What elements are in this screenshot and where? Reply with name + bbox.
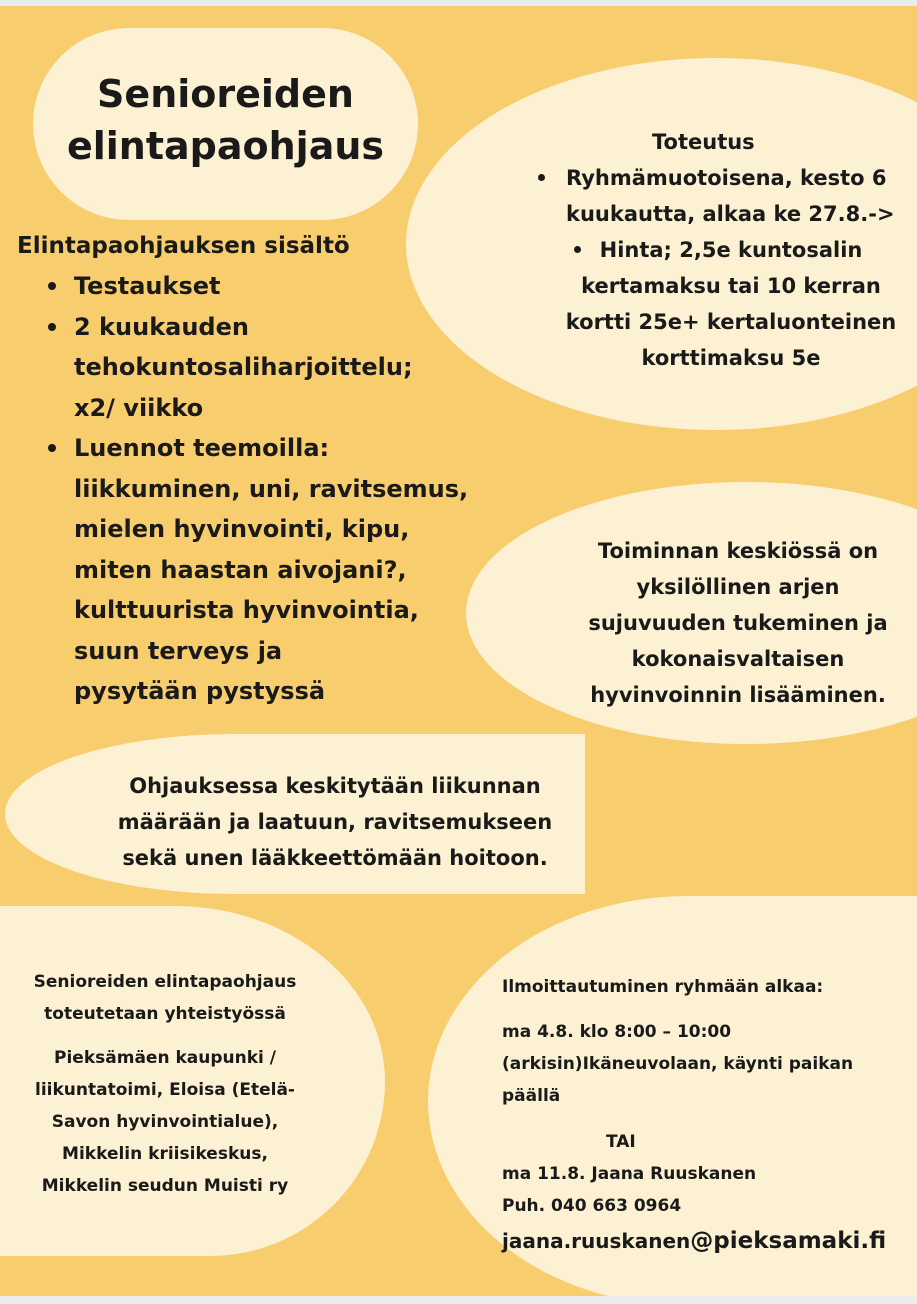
- text-line: toteutetaan yhteistyössä: [44, 1004, 286, 1024]
- text-line: määrään ja laatuun, ravitsemukseen: [117, 810, 553, 834]
- sisalto-item-kuntosali: [74, 307, 494, 429]
- text-line: sekä unen lääkkeettömään hoitoon.: [122, 846, 548, 870]
- text-line: ma 4.8. klo 8:00 – 10:00: [502, 1022, 732, 1042]
- text-line: liikuntatoimi, Eloisa (Etelä-: [35, 1080, 295, 1100]
- list-line: kertamaksu tai 10 kerran: [581, 274, 881, 298]
- option1-text: [502, 1016, 853, 1112]
- list-line: Ryhmämuotoisena, kesto 6: [566, 166, 887, 190]
- list-line: kuukautta, alkaa ke 27.8.->: [566, 202, 895, 226]
- phone-number: Puh. 040 663 0964: [502, 1196, 682, 1216]
- text-line: (arkisin)Ikäneuvolaan, käynti paikan: [502, 1054, 854, 1074]
- toteutus-item-kesto: [556, 160, 906, 232]
- poster-title: [33, 68, 418, 172]
- option2-text: [502, 1158, 756, 1222]
- yhteistyo-partners: [0, 1042, 330, 1202]
- list-line: miten haastan aivojani?,: [74, 555, 407, 584]
- list-line: tehokuntosaliharjoittelu;: [74, 353, 413, 381]
- title-line: Senioreiden: [97, 72, 354, 116]
- toteutus-item-hinta: [556, 232, 906, 376]
- contact-name: ma 11.8. Jaana Ruuskanen: [502, 1164, 757, 1184]
- yhteistyo-intro: [0, 966, 330, 1030]
- list-line: pysytään pystyssä: [74, 677, 326, 705]
- toiminnan-text: [548, 533, 917, 713]
- text-line: hyvinvoinnin lisääminen.: [590, 683, 886, 707]
- list-line: liikkuminen, uni, ravitsemus,: [74, 474, 469, 503]
- title-line: elintapaohjaus: [66, 124, 385, 168]
- list-line: kortti 25e+ kertaluonteinen: [565, 310, 897, 334]
- list-line: suun terveys ja: [74, 636, 283, 665]
- list-line: Hinta; 2,5e kuntosalin: [599, 238, 863, 262]
- email-user: jaana.ruuskanen: [502, 1229, 691, 1253]
- email-address: [502, 1224, 886, 1258]
- ilmoittautuminen-heading: Ilmoittautuminen ryhmään alkaa:: [502, 977, 824, 997]
- list-line: kulttuurista hyvinvointia,: [74, 596, 419, 624]
- toteutus-heading: Toteutus: [652, 130, 755, 154]
- list-line: Luennot teemoilla:: [74, 434, 330, 462]
- list-line: Testaukset: [74, 272, 221, 300]
- or-label: TAI: [606, 1132, 636, 1152]
- toteutus-list: [556, 160, 906, 376]
- text-line: sujuvuuden tukeminen ja: [588, 611, 888, 635]
- text-line: Senioreiden elintapaohjaus: [33, 972, 297, 992]
- text-line: Savon hyvinvointialue),: [51, 1112, 279, 1132]
- list-line: korttimaksu 5e: [641, 346, 821, 370]
- ohjaus-text: [95, 768, 575, 876]
- list-line: 2 kuukauden: [74, 312, 249, 341]
- text-line: Toiminnan keskiössä on: [597, 539, 879, 563]
- text-line: Ohjauksessa keskitytään liikunnan: [129, 774, 541, 798]
- sisalto-list: [74, 266, 494, 712]
- email-domain: @pieksamaki.fi: [690, 1228, 887, 1254]
- text-line: Mikkelin kriisikeskus,: [62, 1144, 268, 1164]
- text-line: yksilöllinen arjen: [636, 575, 840, 599]
- text-line: päällä: [502, 1086, 561, 1106]
- sisalto-heading: Elintapaohjauksen sisältö: [17, 233, 350, 259]
- list-line: mielen hyvinvointi, kipu,: [74, 515, 410, 543]
- sisalto-item-luennot: [74, 428, 494, 712]
- text-line: Mikkelin seudun Muisti ry: [41, 1176, 289, 1196]
- poster: [0, 6, 917, 1296]
- text-line: Pieksämäen kaupunki /: [54, 1048, 276, 1068]
- sisalto-item-testaukset: [74, 266, 494, 307]
- text-line: kokonaisvaltaisen: [631, 647, 845, 671]
- list-line: x2/ viikko: [74, 393, 204, 422]
